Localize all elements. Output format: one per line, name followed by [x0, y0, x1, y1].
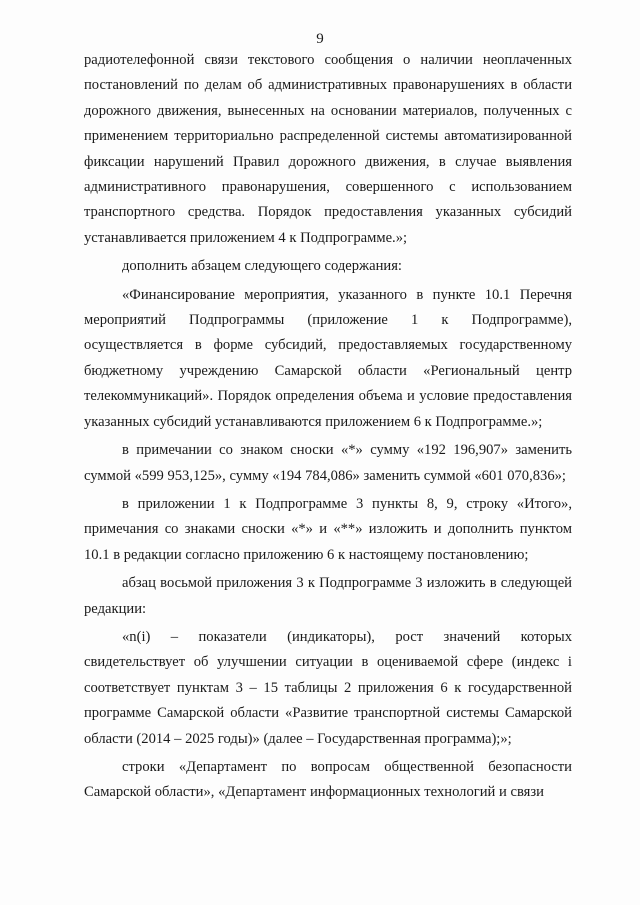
paragraph-financing-clause: «Финансирование мероприятия, указанного в пункте 10.1 Перечня мероприятий Подпрограммы (приложение 1 к Подпрограмме), осуществляется в форме субсидий, предоставляемых государственному бюджетному учреждению Самарской области «Региональный центр телекоммуникаций». Порядок определения объема и условие предоставления указанных субсидий устанавливаются приложением 6 к Подпрограмме.»;: [84, 286, 572, 430]
paragraph-continuation: радиотелефонной связи текстового сообщения о наличии неоплаченных постановлений по делам об административных правонарушениях в области дорожного движения, вынесенных на основании материалов, полученных с применением территориально распределенной системы автоматизированной фиксации нарушений Правил дорожного движения, в случае выявления административного правонарушения, совершенного с использованием транспортного средства. Порядок предоставления указанных субсидий устанавливается приложением 4 к Подпрограмме.»;: [84, 52, 572, 246]
page-number: 9: [316, 31, 324, 47]
paragraph-add-instruction: дополнить абзацем следующего содержания:: [122, 258, 402, 275]
paragraph-footnote-sums: в примечании со знаком сноски «*» сумму «192 196,907» заменить суммой «599 953,125», сумму «194 784,086» заменить суммой «601 070,836»;: [84, 442, 572, 484]
document-body: [84, 48, 572, 806]
paragraph-rows-instruction: строки «Департамент по вопросам общественной безопасности Самарской области», «Департамент информационных технологий и связи: [84, 758, 572, 801]
paragraph-appendix-1-changes: в приложении 1 к Подпрограмме 3 пункты 8, 9, строку «Итого», примечания со знаками сноски «*» и «**» изложить и дополнить пунктом 10.1 в редакции согласно приложению 6 к настоящему постановлению;: [84, 495, 572, 563]
paragraph-indicator-definition: «n(i) – показатели (индикаторы), рост значений которых свидетельствует об улучшении ситуации в оцениваемой сфере (индекс i соответствует пунктам 3 – 15 таблицы 2 приложения 6 к государственной программе Самарской области «Развитие транспортной системы Самарской области (2014 – 2025 годы)» (далее – Государственная программа);»;: [84, 628, 572, 747]
paragraph-appendix-3-instruction: абзац восьмой приложения 3 к Подпрограмме 3 изложить в следующей редакции:: [84, 575, 572, 617]
